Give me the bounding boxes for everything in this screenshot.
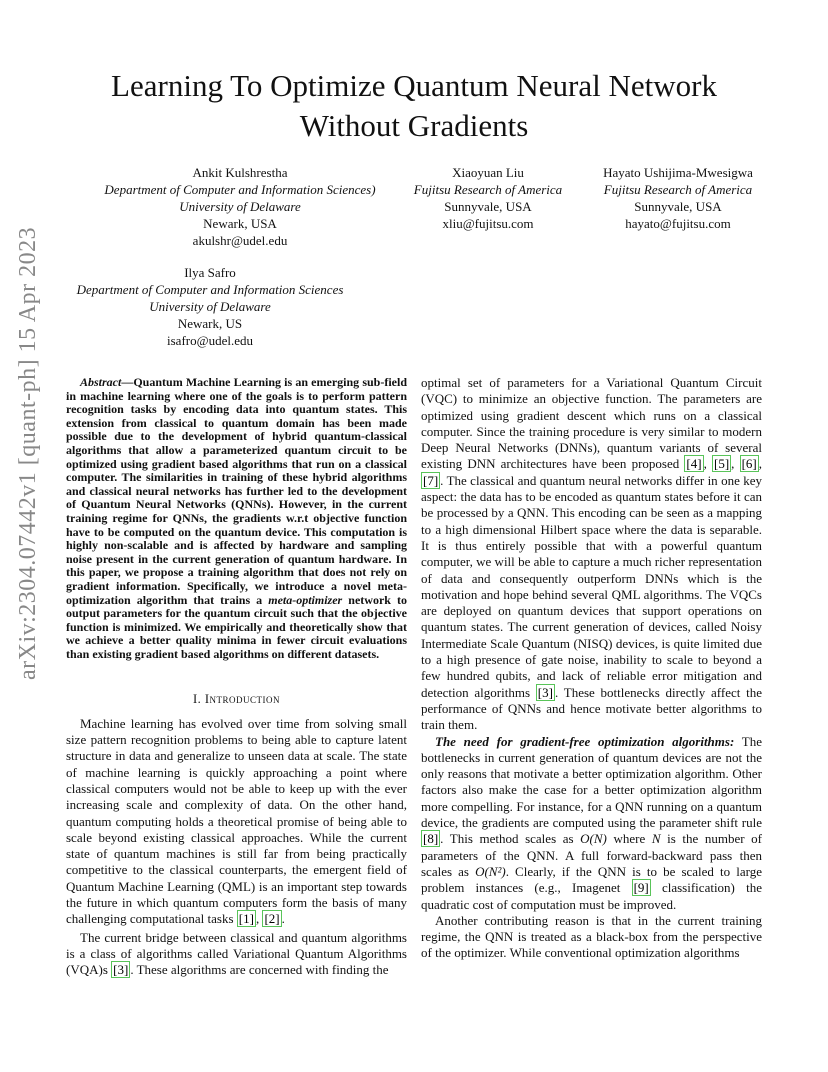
author-affiliation: Fujitsu Research of America (603, 182, 753, 197)
author-affiliation: University of Delaware (149, 299, 271, 314)
paragraph-heading: The need for gradient-free optimization algorithms: (435, 733, 735, 749)
abstract-label: Abstract (80, 375, 122, 389)
math-expression: O(N) (580, 831, 607, 847)
right-paragraph-3: Another contributing reason is that in the current training regime, the QNN is treated as a black-box from the perspective of the optimizer. While conventional optimization algorithms (421, 912, 762, 961)
author-affiliation: Department of Computer and Information Sciences) (104, 182, 376, 197)
math-expression: N (651, 831, 661, 847)
left-column (66, 376, 407, 979)
citation-link[interactable]: [7] (423, 472, 439, 488)
author-name: Xiaoyuan Liu (452, 165, 524, 180)
math-expression: O(N²) (475, 863, 506, 879)
author-location: Sunnyvale, USA (444, 199, 532, 214)
citation-link[interactable]: [5] (714, 456, 730, 472)
arxiv-side-stamp: arXiv:2304.07442v1 [quant-ph] 15 Apr 2023 (15, 226, 41, 680)
citation-link[interactable]: [9] (633, 880, 649, 896)
citation-link[interactable]: [2] (264, 911, 280, 927)
citation-link[interactable]: [8] (423, 831, 439, 847)
citation-link[interactable]: [3] (113, 962, 129, 978)
author-location: Sunnyvale, USA (634, 199, 722, 214)
author-location: Newark, US (177, 316, 243, 331)
title-line-1: Learning To Optimize Quantum Neural Network (111, 68, 717, 103)
author-name: Hayato Ushijima-Mwesigwa (603, 165, 753, 180)
section-heading: I. Introduction (192, 692, 281, 707)
right-paragraph-2: The need for gradient-free optimization algorithms: The bottlenecks in current generation of quantum devices are not the only reasons that motivate a better optimization algorithm. Other factors also make the case for a better optimization algorithm more compelling. For instance, for a QNN running on a quantum device, the gradients are computed using the parameter shift rule [8] . This method scales as O(N) where N is the number of parameters of the QNN. A full forward-backward pass then scales as O(N²). Clearly, if the QNN is to be scaled to large problem instances (e.g., Imagenet [9] classification) the quadratic cost of computation must be improved. (421, 733, 763, 912)
citation-link[interactable]: [1] (238, 911, 254, 927)
author-name: Ankit Kulshrestha (192, 165, 288, 180)
author-block-3 (580, 164, 776, 232)
author-block-4 (40, 264, 380, 349)
citation-link[interactable]: [3] (537, 684, 553, 700)
author-affiliation: Fujitsu Research of America (413, 182, 563, 197)
author-name: Ilya Safro (184, 265, 236, 280)
author-location: Newark, USA (203, 216, 277, 231)
right-paragraph-1: optimal set of parameters for a Variational Quantum Circuit (VQC) to minimize an objective function. The parameters are optimized using gradient descent which runs on a classical computer. Since the training procedure is very similar to modern Deep Neural Networks (DNNs), quantum variants of several existing DNN architectures have been proposed [4] , [5] , [6] , [7] . The classical and quantum neural networks differ in one key aspect: the data has to be encoded as quantum states before it can be processed by a QNN. This encoding can be seen as a mapping to a high dimensional Hilbert space where the data is separable. It is thus entirely possible that with a powerful quantum computer, we will be able to capture a much richer representation of data and consequently outperform DNNs which is the motivation and hope behind several QML algorithms. The VQCs are deployed on quantum devices that support operations on quantum states. The current generation of devices, called Noisy Intermediate Scale Quantum (NISQ) devices, is quite limited due to a high presence of gate noise, inability to scale to beyond a few hundred qubits, and lack of reliable error mitigation and detection algorithms [3] . These bottlenecks directly affect the performance of QNNs and hence motivate better algorithms to train them. (421, 375, 762, 733)
author-affiliation: Department of Computer and Information Sciences (76, 282, 344, 297)
author-email: isafro@udel.edu (167, 333, 253, 348)
citation-link[interactable]: [6] (741, 456, 757, 472)
intro-paragraph-1: Machine learning has evolved over time from solving small size pattern recognition problems to being able to capture latent structure in data and generalize to unseen data at scale. The state of machine learning is quickly approaching a point where classical computers would not be able to keep up with the ever increasing scale and complexity of data. On the other hand, quantum computing holds a theoretical promise of being able to scale beyond existing classical approaches. While the current state of quantum machines is still far from being practically competitive to the classical counterparts, the emergent field of Quantum Machine Learning (QML) is an important step towards the future in which quantum computers form the basis of many challenging computational tasks [1] , [2] . (66, 715, 407, 927)
abstract-emphasis: meta-optimizer (268, 592, 343, 607)
abstract: Abstract—Quantum Machine Learning is an emerging sub-field in machine learning where one of the goals is to perform pattern recognition tasks by encoding data into quantum states. This extension from classical to quantum domain has been made possible due to the development of hybrid quantum-classical algorithms that allow a parameterized quantum circuit to be optimized using gradient based algorithms that run on a classical computer. The similarities in training of these hybrid algorithms and classical neural networks has further led to the development of Quantum Neural Networks (QNNs). However, in the current training regime for QNNs, the gradients w.r.t objective function have to be computed on the quantum device. This computation is highly non-scalable and is affected by hardware and sampling noise present in the current generation of quantum hardware. In this paper, we propose a training algorithm that does not rely on gradient information. Specifically, we introduce a novel meta-optimization algorithm that trains a meta-optimizer network to output parameters for the quantum circuit such that the objective function is minimized. We empirically and theoretically show that we achieve a better quality minima in fewer circuit evaluations than existing gradient based algorithms on different datasets. (66, 375, 407, 661)
author-block-2 (398, 164, 578, 232)
title-line-2: Without Gradients (299, 108, 529, 143)
intro-paragraph-2: The current bridge between classical and quantum algorithms is a class of algorithms called Variational Quantum Algorithms (VQA)s [3] . These algorithms are concerned with finding the (66, 929, 407, 978)
author-block-1 (60, 164, 420, 249)
paper-title (0, 66, 828, 146)
author-email: hayato@fujitsu.com (625, 216, 731, 231)
author-email: xliu@fujitsu.com (442, 216, 534, 231)
author-affiliation: University of Delaware (179, 199, 301, 214)
author-email: akulshr@udel.edu (192, 233, 288, 248)
right-column (421, 375, 762, 962)
citation-link[interactable]: [4] (686, 456, 702, 472)
